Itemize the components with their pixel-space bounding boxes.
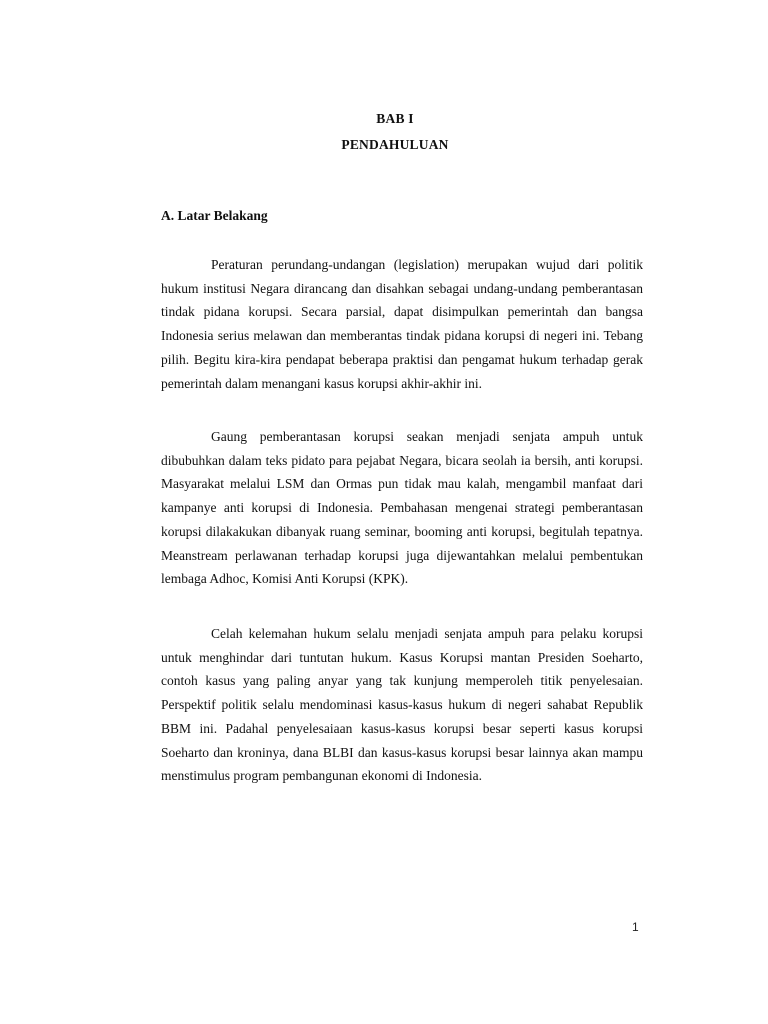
section-heading: A. Latar Belakang bbox=[161, 208, 268, 223]
page-number: 1 bbox=[632, 920, 639, 934]
chapter-title: PENDAHULUAN bbox=[341, 137, 449, 152]
chapter-label: BAB I bbox=[376, 111, 414, 126]
body-paragraph: Celah kelemahan hukum selalu menjadi senjata ampuh para pelaku korupsi untuk menghindar dari tuntutan hukum. Kasus Korupsi mantan Presiden Soeharto, contoh kasus yang paling anyar yang tak kunjung memperoleh titik penyelesaian. Perspektif politik selalu mendominasi kasus-kasus hukum di negeri sahabat Republik BBM ini. Padahal penyelesaiaan kasus-kasus korupsi besar seperti kasus korupsi Soeharto dan kroninya, dana BLBI dan kasus-kasus korupsi besar lainnya akan mampu menstimulus program pembangunan ekonomi di Indonesia. bbox=[161, 626, 643, 784]
body-paragraph: Gaung pemberantasan korupsi seakan menjadi senjata ampuh untuk dibubuhkan dalam teks pidato para pejabat Negara, bicara seolah ia bersih, anti korupsi. Masyarakat melalui LSM dan Ormas pun tidak mau kalah, mengambil manfaat dari kampanye anti korupsi di Indonesia. Pembahasan mengenai strategi pemberantasan korupsi dilakakukan dibanyak ruang seminar, booming anti korupsi, begitulah tepatnya. Meanstream perlawanan terhadap korupsi juga dijewantahkan melalui pembentukan lembaga Adhoc, Komisi Anti Korupsi (KPK). bbox=[161, 429, 643, 587]
body-paragraph: Peraturan perundang-undangan (legislation) merupakan wujud dari politik hukum institusi Negara dirancang dan disahkan sebagai undang-undang pemberantasan tindak pidana korupsi. Secara parsial, dapat disimpulkan pemerintah dan bangsa Indonesia serius melawan dan memberantas tindak pidana korupsi di negeri ini. Tebang pilih. Begitu kira-kira pendapat beberapa praktisi dan pengamat hukum terhadap gerak pemerintah dalam menangani kasus korupsi akhir-akhir ini. bbox=[161, 257, 643, 391]
